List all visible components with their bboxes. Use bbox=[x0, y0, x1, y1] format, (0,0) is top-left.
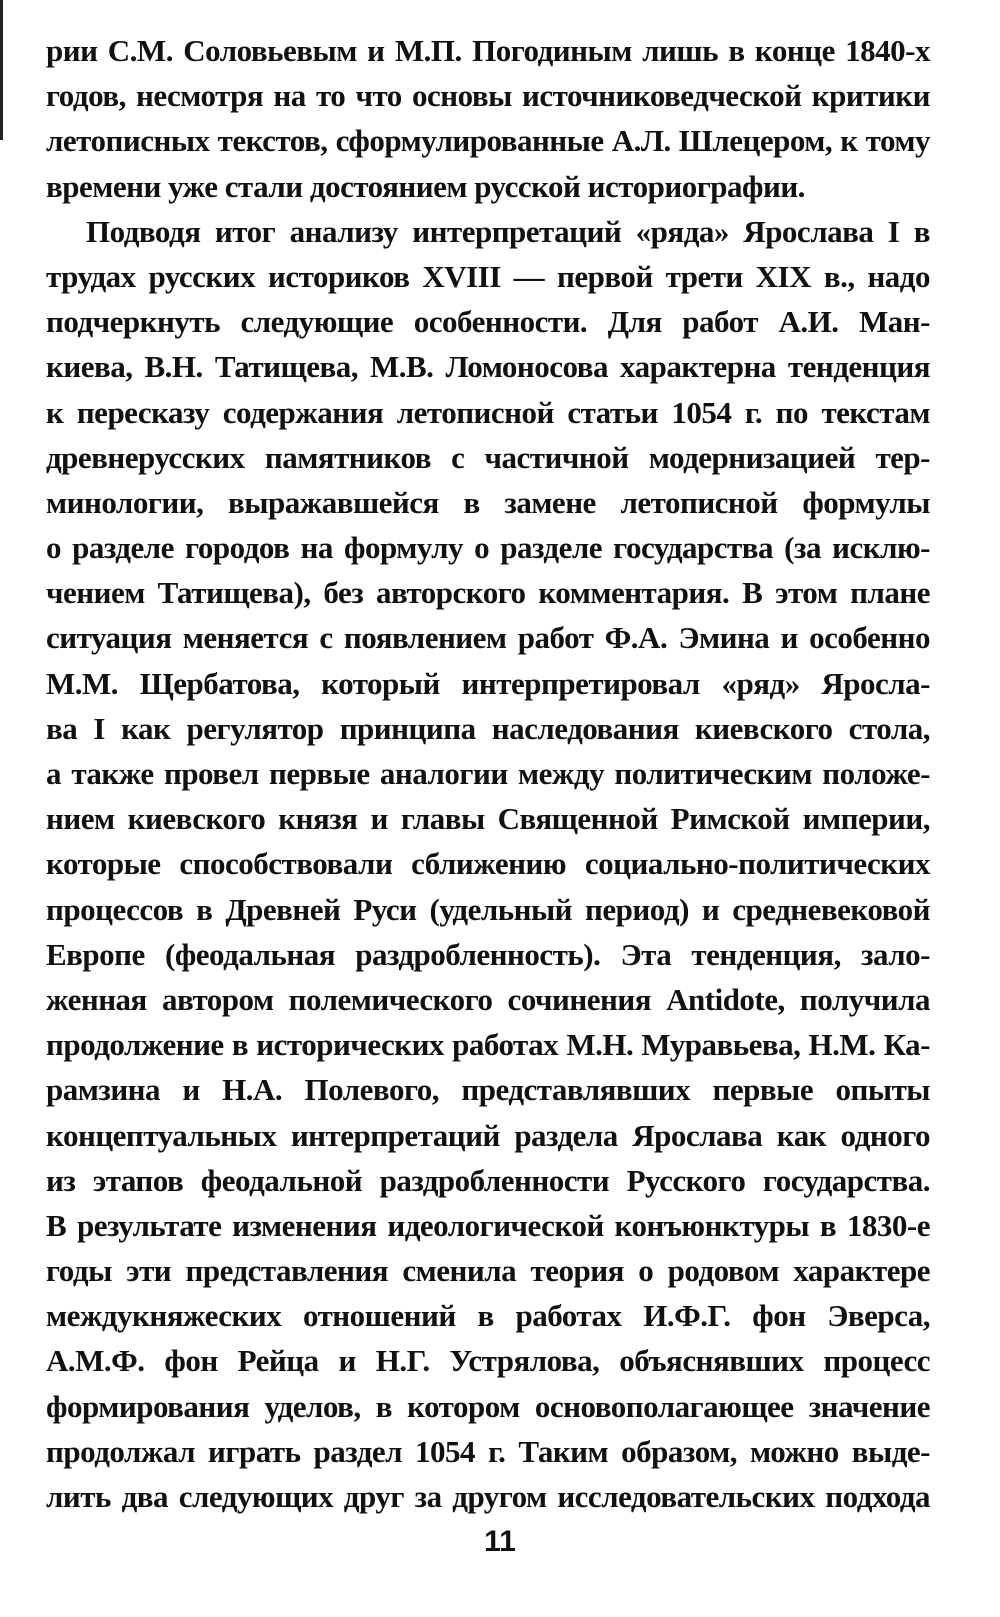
margin-rule bbox=[0, 0, 3, 140]
text-line: а также провел первые аналогии между политическим положе- bbox=[46, 756, 930, 791]
text-line: нием киевского князя и главы Священной Римской империи, bbox=[46, 801, 930, 837]
text-line: рии С.М. Соловьевым и М.П. Погодиным лишь в конце 1840-х bbox=[46, 33, 930, 68]
text-line: к пересказу содержания летописной статьи 1054 г. по текстам bbox=[46, 394, 930, 430]
text-line: М.М. Щербатова, который интерпретировал «ряд» Яросла- bbox=[46, 665, 930, 701]
text-line: концептуальных интерпретаций раздела Ярослава как одного bbox=[46, 1117, 930, 1153]
text-line: киева, В.Н. Татищева, М.В. Ломоносова характерна тенденция bbox=[46, 349, 930, 385]
text-line: В результате изменения идеологической конъюнктуры в 1830-е bbox=[46, 1207, 930, 1243]
text-line: минологии, выражавшейся в замене летописной формулы bbox=[46, 484, 930, 520]
text-line: ва I как регулятор принципа наследования киевского стола, bbox=[46, 710, 930, 746]
text-line: из этапов феодальной раздробленности Русского государства. bbox=[46, 1162, 930, 1198]
page-number: 11 bbox=[484, 1525, 516, 1558]
text-line: формирования уделов, в котором основополагающее значение bbox=[46, 1388, 930, 1424]
text-line: рамзина и Н.А. Полевого, представлявших первые опыты bbox=[46, 1072, 930, 1108]
text-line: летописных текстов, сформулированные А.Л. Шлецером, к тому bbox=[46, 123, 930, 159]
text-line: продолжал играть раздел 1054 г. Таким образом, можно выде- bbox=[46, 1433, 930, 1469]
text-line: лить два следующих друг за другом исследовательских подхода bbox=[46, 1479, 930, 1514]
body-text bbox=[46, 28, 930, 1519]
text-line: женная автором полемического сочинения Antidote, получила bbox=[46, 981, 930, 1017]
text-line: А.М.Ф. фон Рейца и Н.Г. Устрялова, объяснявших процесс bbox=[46, 1343, 930, 1379]
text-line: ситуация меняется с появлением работ Ф.А. Эмина и особенно bbox=[46, 620, 930, 656]
text-line: годов, несмотря на то что основы источниковедческой критики bbox=[46, 78, 930, 114]
text-line: времени уже стали достоянием русской историографии. bbox=[46, 168, 805, 204]
text-line: подчеркнуть следующие особенности. Для работ А.И. Ман- bbox=[46, 304, 930, 340]
text-line: годы эти представления сменила теория о родовом характере bbox=[46, 1253, 930, 1289]
text-line: трудах русских историков XVIII — первой трети XIX в., надо bbox=[46, 258, 930, 294]
text-line: древнерусских памятников с частичной модернизацией тер- bbox=[46, 439, 930, 475]
text-line: чением Татищева), без авторского комментария. В этом плане bbox=[46, 575, 930, 611]
text-line: процессов в Древней Руси (удельный период) и средневековой bbox=[46, 891, 930, 927]
text-line: Подводя итог анализу интерпретаций «ряда» Ярослава I в bbox=[86, 213, 930, 249]
text-line: о разделе городов на формулу о разделе государства (за исклю- bbox=[46, 530, 930, 566]
text-line: междукняжеских отношений в работах И.Ф.Г. фон Эверса, bbox=[46, 1298, 930, 1334]
text-line: продолжение в исторических работах М.Н. Муравьева, Н.М. Ка- bbox=[46, 1027, 930, 1063]
text-line: которые способствовали сближению социально-политических bbox=[46, 846, 930, 882]
text-line: Европе (феодальная раздробленность). Эта тенденция, зало- bbox=[46, 936, 930, 972]
